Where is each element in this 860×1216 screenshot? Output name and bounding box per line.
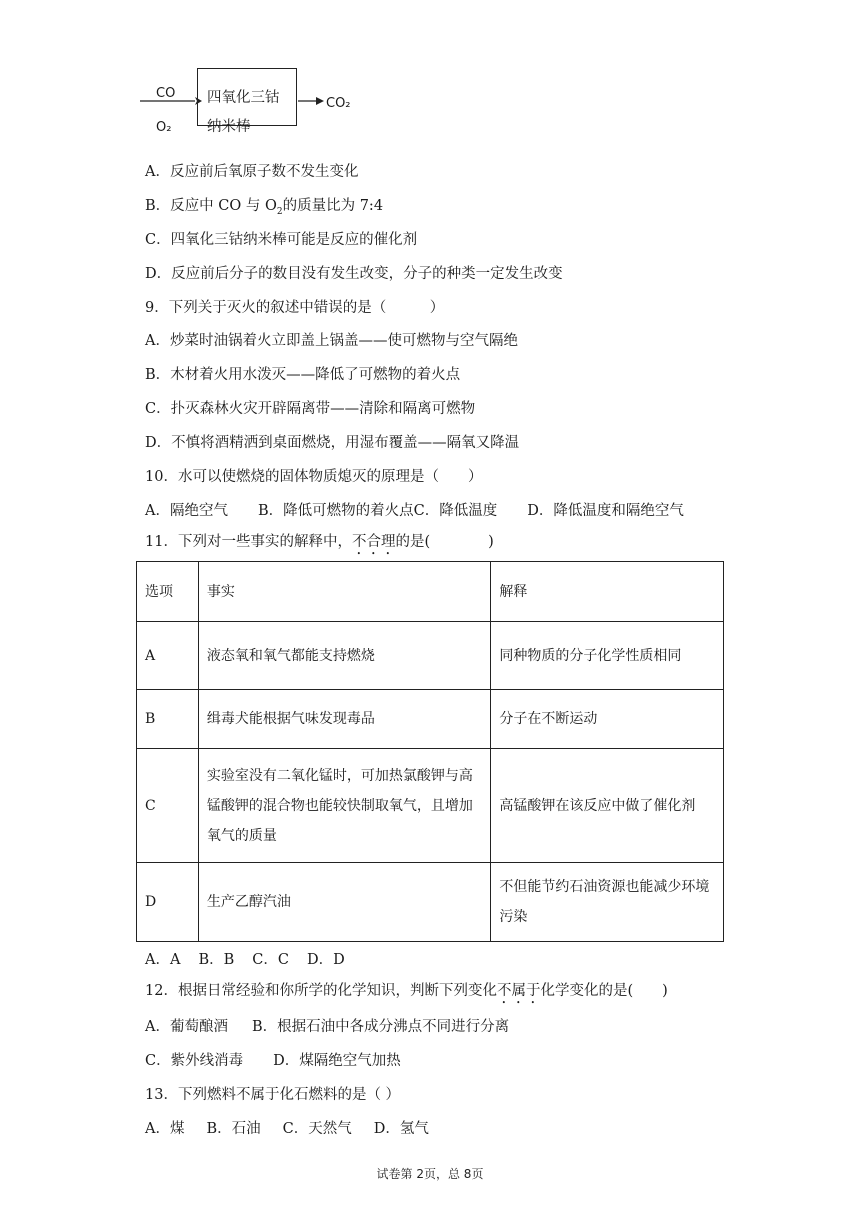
q12-option-a: A．葡萄酿酒	[145, 1019, 228, 1035]
q9-option-c: C．扑灭森林火灾开辟隔离带——清除和隔离可燃物	[145, 401, 476, 417]
table-header-fact: 事实	[198, 562, 490, 622]
q13-stem: 13．下列燃料不属于化石燃料的是（ ）	[145, 1087, 401, 1103]
catalyst-name: 四氧化三钴	[207, 90, 280, 106]
q8-option-c: C．四氧化三钴纳米棒可能是反应的催化剂	[145, 232, 418, 248]
q12-options-cd	[145, 1051, 401, 1071]
q11-stem-text-end: 的是( )	[395, 534, 494, 550]
table-cell-option: D	[137, 863, 199, 942]
q9-stem: 9．下列关于灭火的叙述中错误的是（ ）	[145, 300, 445, 316]
table-cell-fact: 实验室没有二氧化锰时，可加热氯酸钾与高锰酸钾的混合物也能较快制取氧气，且增加氧气的质量	[198, 749, 490, 863]
q13-option-d: D．氢气	[373, 1121, 429, 1137]
q11-table	[136, 561, 724, 942]
q10-option-c: C．降低温度	[413, 503, 498, 519]
q9-option-b: B．木材着火用水泼灭——降低了可燃物的着火点	[145, 367, 461, 383]
q11-answer-c: C．C	[252, 952, 289, 968]
q9-option-a: A．炒菜时油锅着火立即盖上锅盖——使可燃物与空气隔绝	[145, 333, 518, 349]
reactant-o2: O₂	[156, 120, 172, 135]
q11-answer-a: A．A	[145, 952, 181, 968]
table-cell-explain: 同种物质的分子化学性质相同	[491, 622, 724, 690]
table-cell-explain: 分子在不断运动	[491, 690, 724, 749]
q11-stem-text: 11．下列对一些事实的解释中，	[145, 534, 352, 550]
table-cell-option: C	[137, 749, 199, 863]
q8-option-b	[145, 196, 383, 222]
q8-option-b-text: B．反应中 CO 与 O	[145, 198, 277, 214]
q8-option-d: D．反应前后分子的数目没有发生改变，分子的种类一定发生改变	[145, 266, 563, 282]
table-row	[137, 690, 724, 749]
q12-stem	[145, 981, 668, 1007]
q11-answers	[145, 950, 345, 970]
table-header-row	[137, 562, 724, 622]
table-row	[137, 863, 724, 942]
table-cell-fact: 液态氧和氧气都能支持燃烧	[198, 622, 490, 690]
table-row	[137, 749, 724, 863]
q11-answer-d: D．D	[306, 952, 345, 968]
q13-options	[145, 1119, 429, 1139]
q13-option-b: B．石油	[206, 1121, 261, 1137]
q13-option-a: A．煤	[145, 1121, 185, 1137]
q8-option-b-subscript: 2	[276, 206, 283, 217]
table-row	[137, 622, 724, 690]
q11-stem-emphasis: 不合理	[351, 534, 396, 550]
q12-option-d: D．煤隔绝空气加热	[273, 1053, 401, 1069]
q12-options-ab	[145, 1017, 509, 1037]
table-cell-fact: 缉毒犬能根据气味发现毒品	[198, 690, 490, 749]
q12-stem-text-end: 化学变化的是( )	[540, 983, 668, 999]
q11-answer-b: B．B	[198, 952, 235, 968]
table-header-option: 选项	[137, 562, 199, 622]
q10-option-d: D．降低温度和隔绝空气	[527, 503, 684, 519]
catalyst-name-line2: 纳米棒	[207, 119, 251, 135]
table-cell-option: B	[137, 690, 199, 749]
table-header-explain: 解释	[491, 562, 724, 622]
q11-stem	[145, 532, 494, 558]
page-footer: 试卷第 2页，总 8页	[376, 1167, 484, 1181]
q10-option-b: B．降低可燃物的着火点	[257, 503, 414, 519]
q8-option-b-text-end: 的质量比为 7:4	[282, 198, 384, 214]
q10-options	[145, 501, 684, 521]
catalyst-box	[197, 68, 297, 135]
q12-option-c: C．紫外线消毒	[145, 1053, 244, 1069]
q8-option-a: A．反应前后氧原子数不发生变化	[145, 164, 359, 180]
q12-stem-emphasis: 不属于	[496, 983, 541, 999]
q10-stem: 10．水可以使燃烧的固体物质熄灭的原理是（ ）	[145, 469, 483, 485]
q12-option-b: B．根据石油中各成分沸点不同进行分离	[251, 1019, 510, 1035]
reactant-co: CO	[156, 86, 176, 101]
product-co2: CO₂	[326, 96, 351, 111]
q9-option-d: D．不慎将酒精洒到桌面燃烧，用湿布覆盖——隔氧又降温	[145, 435, 520, 451]
table-cell-fact: 生产乙醇汽油	[198, 863, 490, 942]
table-cell-explain: 不但能节约石油资源也能减少环境污染	[491, 863, 724, 942]
q13-option-c: C．天然气	[282, 1121, 352, 1137]
table-cell-explain: 高锰酸钾在该反应中做了催化剂	[491, 749, 724, 863]
q10-option-a: A．隔绝空气	[145, 503, 228, 519]
table-cell-option: A	[137, 622, 199, 690]
q12-stem-text: 12．根据日常经验和你所学的化学知识，判断下列变化	[145, 983, 497, 999]
